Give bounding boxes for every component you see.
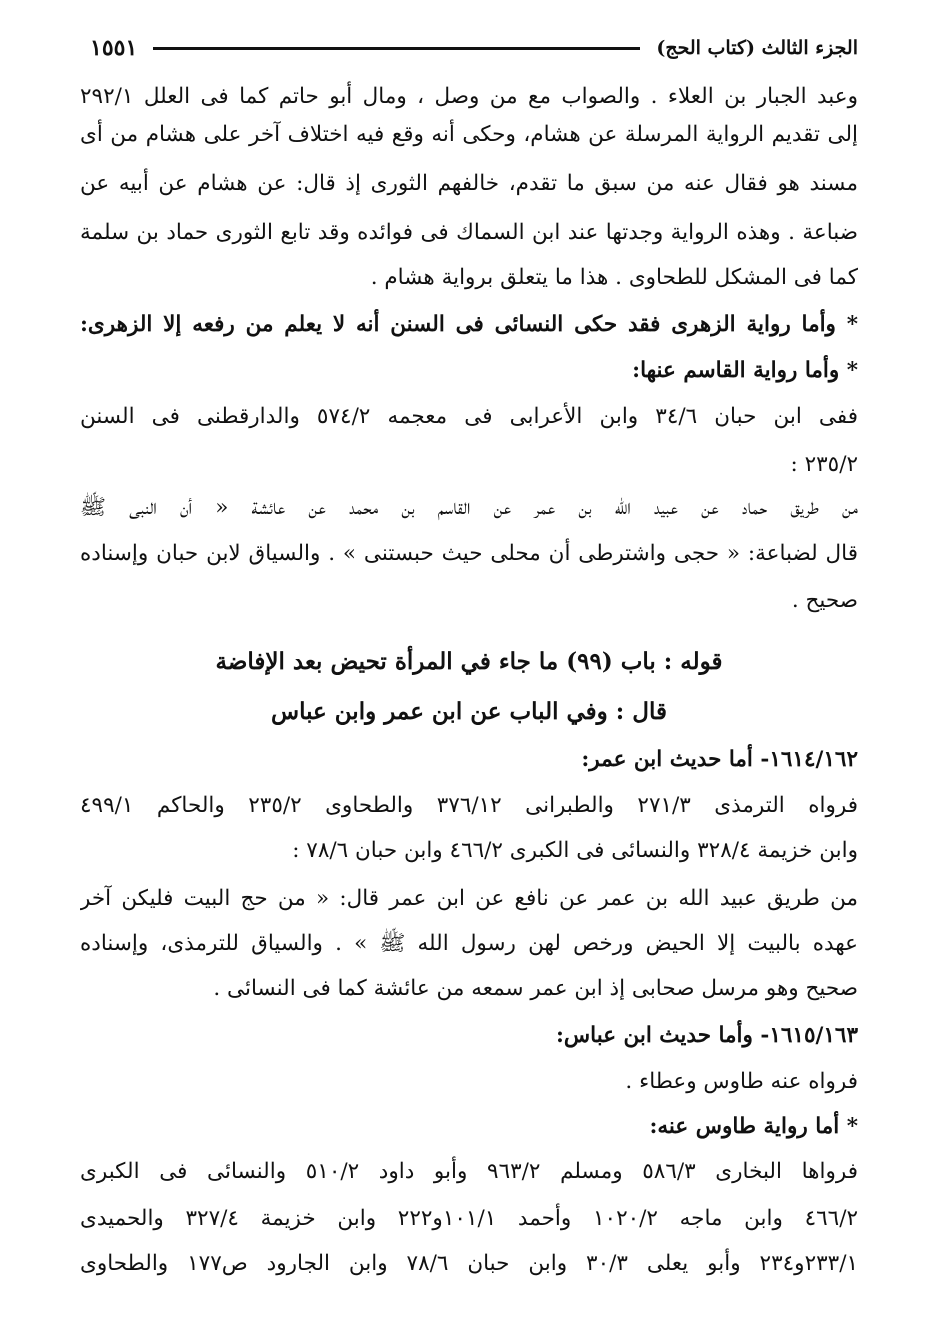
text-line-18: من طريق عبيد الله بن عمر عن نافع عن ابن عمر قال: « من حج البيت فليكن آخر	[80, 886, 858, 911]
tawus-heading: * أما رواية طاوس عنه:	[649, 1114, 858, 1139]
text-line-19: عهده بالبيت إلا الحيض ورخص لهن رسول الله ﷺ » . والسياق للترمذى، وإسناده	[80, 931, 858, 956]
ibn-umar-heading: ١٦١٤/١٦٢- أما حديث ابن عمر:	[581, 747, 858, 772]
text-line-9: ٢٣٥/٢ :	[790, 452, 858, 477]
zuhri-heading: * وأما رواية الزهرى فقد حكى النسائى فى السنن أنه لا يعلم من رفعه إلا الزهرى:	[80, 312, 858, 337]
text-line-20: صحيح وهو مرسل صحابى إذ ابن عمر سمعه من عائشة كما فى النسائى .	[213, 976, 858, 1001]
text-line-17: وابن خزيمة ٣٢٨/٤ والنسائى فى الكبرى ٤٦٦/٢ وابن حبان ٧٨/٦ :	[292, 838, 858, 863]
text-line-4: ضباعة . وهذه الرواية وجدتها عند ابن السماك فى فوائده وقد تابع الثورى حماد بن سلمة	[80, 220, 858, 245]
qasim-heading: * وأما رواية القاسم عنها:	[632, 358, 858, 383]
page-number: ١٥٥١	[90, 35, 138, 61]
text-line-26: ٢٣٣/١و٢٣٤ وأبو يعلى ٣٠/٣ وابن حبان ٧٨/٦ وابن الجارود ص١٧٧ والطحاوى	[80, 1251, 858, 1276]
running-title: الجزء الثالث (كتاب الحج)	[656, 37, 858, 59]
text-line-24: فرواها البخارى ٥٨٦/٣ ومسلم ٩٦٣/٢ وأبو داود ٥١٠/٢ والنسائى فى الكبرى	[80, 1159, 858, 1184]
header-rule	[153, 47, 640, 50]
chapter-subtitle: قال : وفي الباب عن ابن عمر وابن عباس	[271, 698, 667, 725]
text-line-5: كما فى المشكل للطحاوى . هذا ما يتعلق برواية هشام .	[370, 265, 858, 290]
ibn-abbas-heading: ١٦١٥/١٦٣- وأما حديث ابن عباس:	[555, 1023, 858, 1048]
text-line-10: من طريق حماد عن عبيد الله بن عمر عن القاسم بن محمد عن عائشة « أن النبى ﷺ	[80, 495, 858, 520]
text-line-1: وعبد الجبار بن العلاء . والصواب مع من وصل ، ومال أبو حاتم كما فى العلل ٢٩٢/١	[80, 84, 858, 109]
text-line-11: قال لضباعة: « حجى واشترطى أن محلى حيث حبستنى » . والسياق لابن حبان وإسناده	[80, 541, 858, 566]
text-line-8: ففى ابن حبان ٣٤/٦ وابن الأعرابى فى معجمه ٥٧٤/٢ والدارقطنى فى السنن	[80, 404, 858, 429]
text-line-12: صحيح .	[791, 588, 858, 613]
text-line-3: مسند هو فقال عنه من سبق ما تقدم، خالفهم الثورى إذ قال: عن هشام عن أبيه عن	[80, 171, 858, 196]
text-line-22: فرواه عنه طاوس وعطاء .	[625, 1069, 858, 1094]
text-line-16: فرواه الترمذى ٢٧١/٣ والطبرانى ٣٧٦/١٢ والطحاوى ٢٣٥/٢ والحاكم ٤٩٩/١	[80, 793, 858, 818]
page-header	[90, 30, 858, 66]
text-line-25: ٤٦٦/٢ وابن ماجه ١٠٢٠/٢ وأحمد ١٠١/١و٢٢٢ وابن خزيمة ٣٢٧/٤ والحميدى	[80, 1206, 858, 1231]
text-line-2: إلى تقديم الرواية المرسلة عن هشام، وحكى أنه وقع فيه اختلاف آخر على هشام من أى	[80, 122, 858, 147]
chapter-title: قوله : باب (٩٩) ما جاء في المرأة تحيض بعد الإفاضة	[215, 648, 723, 675]
